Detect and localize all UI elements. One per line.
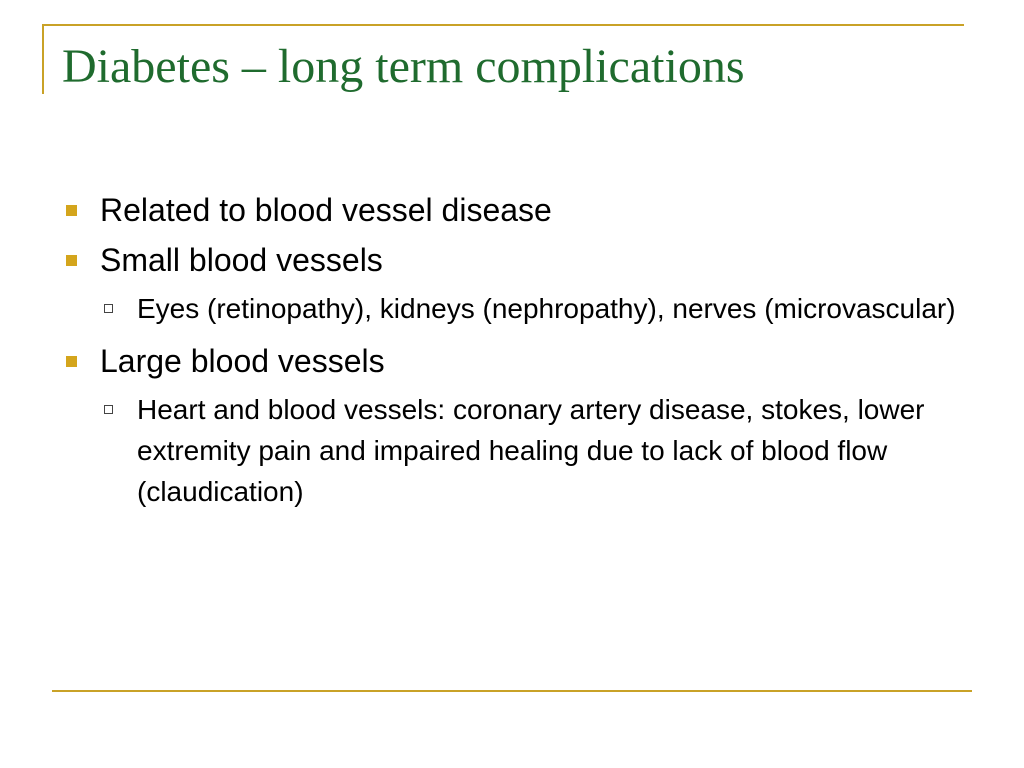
- sub-bullet-item: [62, 288, 982, 329]
- bullet-item: [62, 188, 982, 232]
- sub-bullet-text: Eyes (retinopathy), kidneys (nephropathy), nerves (microvascular): [137, 293, 956, 324]
- square-bullet-icon: [66, 255, 77, 266]
- square-bullet-icon: [66, 356, 77, 367]
- top-accent-line: [42, 24, 964, 26]
- bullet-item: [62, 238, 982, 282]
- slide-title: Diabetes – long term complications: [62, 40, 745, 93]
- bullet-text: Small blood vessels: [100, 242, 383, 278]
- hollow-square-bullet-icon: [104, 304, 113, 313]
- sub-bullet-item: [62, 389, 982, 512]
- bullet-item: [62, 339, 982, 383]
- bullet-text: Large blood vessels: [100, 343, 385, 379]
- bullet-text: Related to blood vessel disease: [100, 192, 552, 228]
- hollow-square-bullet-icon: [104, 405, 113, 414]
- bottom-accent-line: [52, 690, 972, 692]
- left-accent-line: [42, 24, 44, 94]
- square-bullet-icon: [66, 205, 77, 216]
- bullet-list: [62, 188, 982, 522]
- sub-bullet-text: Heart and blood vessels: coronary artery disease, stokes, lower extremity pain and impaired healing due to lack of blood flow (claudication): [137, 394, 925, 507]
